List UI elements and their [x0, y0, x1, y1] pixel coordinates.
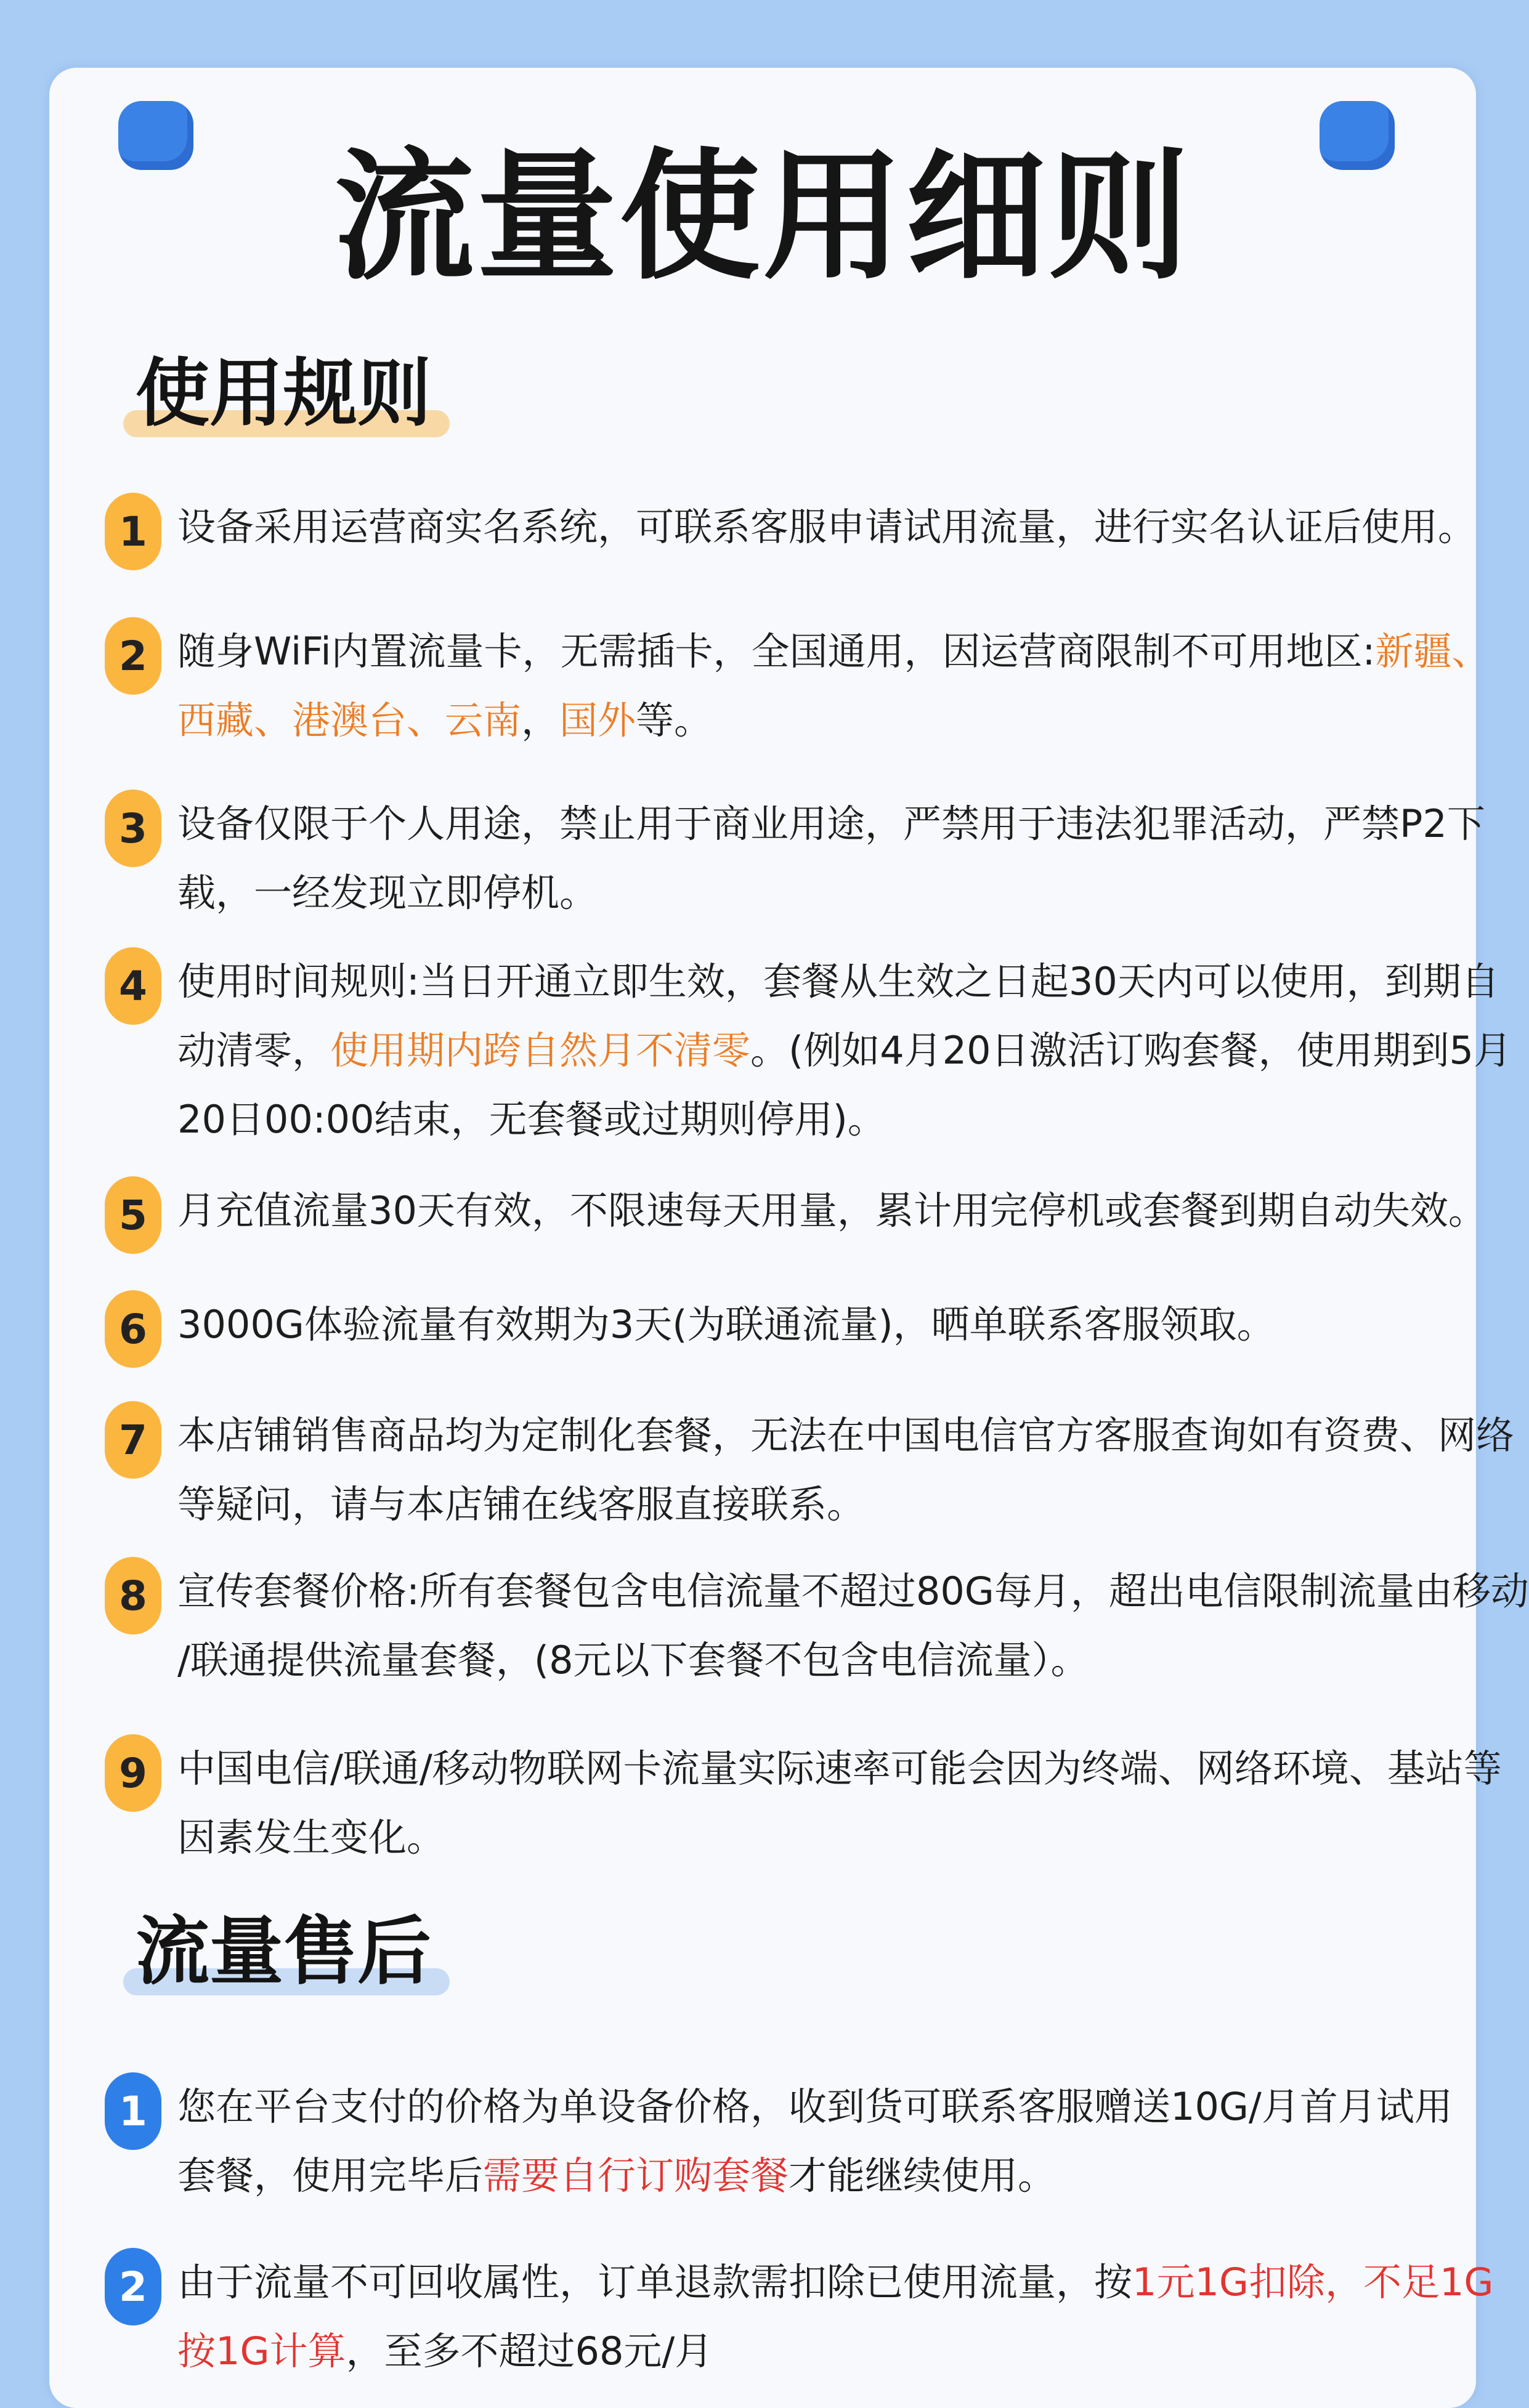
- text-segment: 载，一经发现立即停机。: [177, 870, 598, 915]
- rule-text: [177, 1290, 1440, 1359]
- text-segment: 设备采用运营商实名系统，可联系客服申请试用流量，进行实名认证后使用。: [177, 504, 1477, 549]
- text-segment: 您在平台支付的价格为单设备价格，收到货可联系客服赠送10G/月首月试用: [177, 2084, 1453, 2129]
- highlighted-text: 国外: [559, 698, 636, 743]
- text-segment: ，: [521, 698, 560, 743]
- rule-text-line: [177, 1016, 1512, 1085]
- rule-text-line: [177, 1470, 1440, 1539]
- rule-text: [177, 493, 1477, 562]
- rule-text-line: [177, 2141, 1440, 2210]
- text-segment: 3000G体验流量有效期为3天(为联通流量)，晒单联系客服领取。: [177, 1302, 1275, 1347]
- rule-text: [177, 617, 1490, 755]
- rule-number-badge: 9: [105, 1734, 161, 1812]
- page-title: 流量使用细则: [334, 135, 1191, 299]
- rule-number-badge: 6: [105, 1290, 161, 1368]
- rule-text-line: [177, 859, 1440, 927]
- text-segment: 中国电信/联通/移动物联网卡流量实际速率可能会因为终端、网络环境、基站等: [177, 1746, 1502, 1791]
- rule-text-line: [177, 1734, 1502, 1803]
- text-segment: 因素发生变化。: [177, 1815, 445, 1860]
- text-segment: 等。: [636, 698, 713, 743]
- rule-text: [177, 2072, 1453, 2210]
- section-heading-usage-rules: [123, 351, 450, 437]
- rule-text-line: [177, 1290, 1440, 1359]
- rule-text: [177, 947, 1512, 1154]
- rule-number-badge: 5: [105, 1176, 161, 1254]
- rule-number-badge: 1: [105, 2072, 161, 2150]
- rule-number-badge: 4: [105, 947, 161, 1025]
- highlighted-text: 1元1G扣除，不足1G: [1132, 2260, 1494, 2305]
- rule-text: [177, 1557, 1529, 1695]
- rule-text: [177, 1734, 1502, 1872]
- text-segment: 套餐，使用完毕后: [177, 2153, 484, 2198]
- rule-number-badge: 8: [105, 1557, 161, 1634]
- rule-text-line: [177, 1626, 1440, 1695]
- section-heading-text: 流量售后: [136, 1909, 431, 1995]
- rule-text-line: [177, 1557, 1529, 1626]
- rule-text-line: [177, 2317, 1440, 2386]
- rules-card: [49, 68, 1529, 2408]
- rule-number-badge: 2: [105, 2248, 161, 2325]
- rule-number-badge: 3: [105, 790, 161, 867]
- text-segment: 设备仅限于个人用途，禁止用于商业用途，严禁用于违法犯罪活动，严禁P2下: [177, 801, 1485, 846]
- text-segment: 本店铺销售商品均为定制化套餐，无法在中国电信官方客服查询如有资费、网络: [177, 1413, 1515, 1458]
- section-heading-text: 使用规则: [136, 351, 431, 437]
- highlighted-text: 需要自行订购套餐: [483, 2153, 789, 2198]
- text-segment: 使用时间规则:当日开通立即生效，套餐从生效之日起30天内可以使用，到期自: [177, 959, 1499, 1004]
- rule-text-line: [177, 686, 1440, 755]
- rule-text-line: [177, 617, 1490, 686]
- highlighted-text: 使用期内跨自然月不清零: [330, 1028, 751, 1073]
- rule-text: [177, 1176, 1486, 1245]
- rule-text-line: [177, 2248, 1494, 2317]
- rule-text-line: [177, 1401, 1515, 1470]
- text-segment: ，至多不超过68元/月: [346, 2329, 713, 2374]
- rule-number-badge: 2: [105, 617, 161, 695]
- rule-text-line: [177, 1085, 1440, 1154]
- text-segment: 月充值流量30天有效，不限速每天用量，累计用完停机或套餐到期自动失效。: [177, 1188, 1486, 1233]
- rule-text-line: [177, 2072, 1453, 2141]
- rule-text-line: [177, 1176, 1486, 1245]
- text-segment: 20日00:00结束，无套餐或过期则停用)。: [177, 1097, 886, 1142]
- highlighted-text: 西藏、港澳台、云南: [177, 698, 522, 743]
- rule-text-line: [177, 493, 1477, 562]
- rule-text-line: [177, 1803, 1440, 1872]
- rule-number-badge: 7: [105, 1401, 161, 1479]
- highlighted-text: 按1G计算: [177, 2329, 346, 2374]
- text-segment: 随身WiFi内置流量卡，无需插卡，全国通用，因运营商限制不可用地区:: [177, 629, 1376, 674]
- rule-text: [177, 2248, 1494, 2386]
- highlighted-text: 新疆、: [1375, 629, 1490, 674]
- text-segment: 宣传套餐价格:所有套餐包含电信流量不超过80G每月，超出电信限制流量由移动: [177, 1569, 1529, 1614]
- text-segment: 才能继续使用。: [789, 2153, 1057, 2198]
- rule-text-line: [177, 790, 1485, 859]
- section-heading-after-sales: [123, 1909, 450, 1995]
- text-segment: /联通提供流量套餐，(8元以下套餐不包含电信流量）。: [177, 1638, 1089, 1683]
- text-segment: 由于流量不可回收属性，订单退款需扣除已使用流量，按: [177, 2260, 1133, 2305]
- text-segment: 动清零，: [177, 1028, 331, 1073]
- text-segment: 等疑问，请与本店铺在线客服直接联系。: [177, 1482, 866, 1527]
- rule-text: [177, 1401, 1515, 1539]
- text-segment: 。(例如4月20日激活订购套餐，使用期到5月: [750, 1028, 1512, 1073]
- rule-text-line: [177, 947, 1499, 1016]
- rule-text: [177, 790, 1485, 927]
- rule-number-badge: 1: [105, 493, 161, 570]
